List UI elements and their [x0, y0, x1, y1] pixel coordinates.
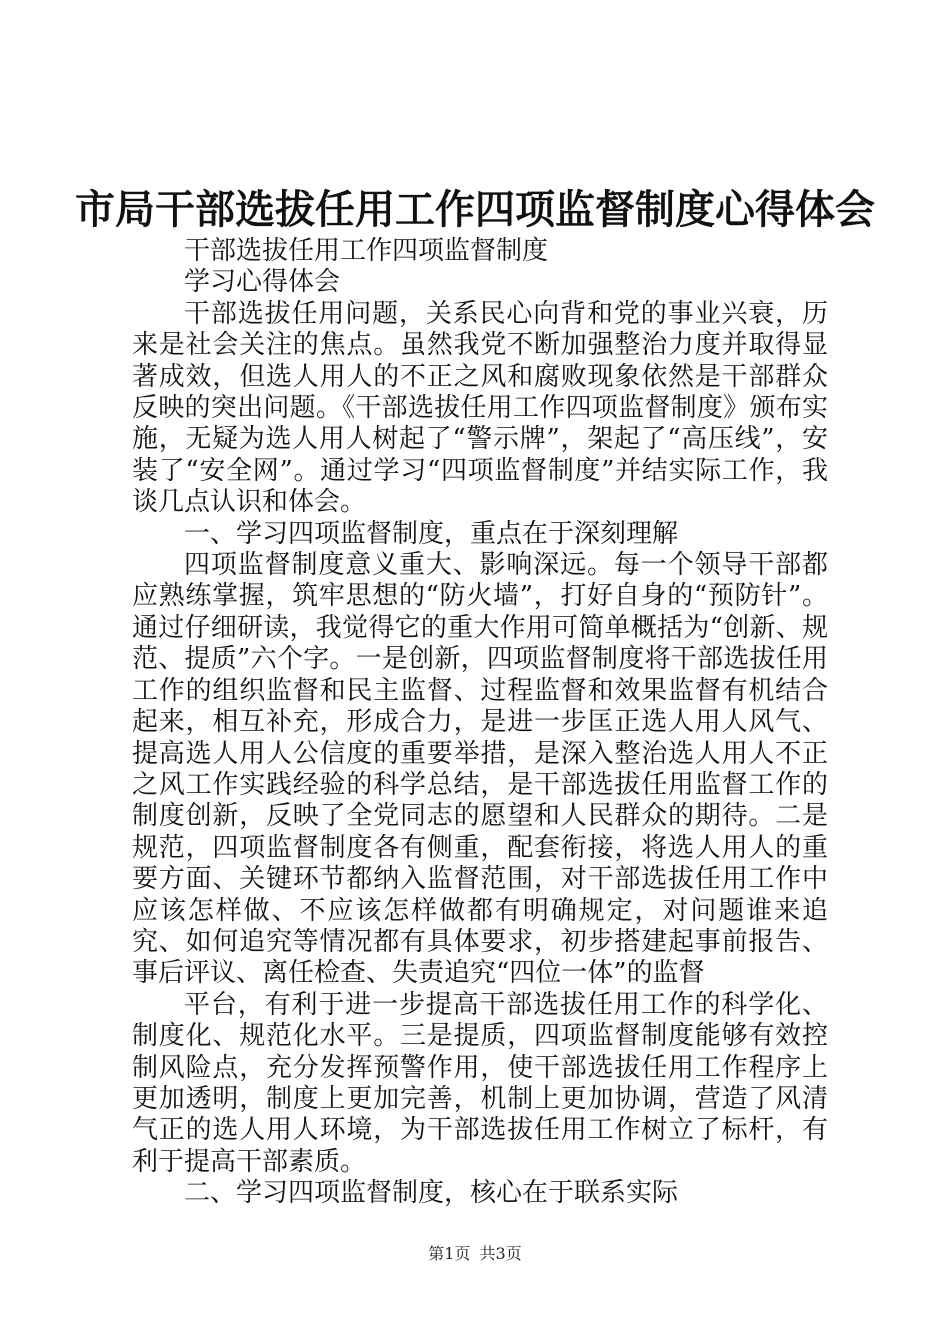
document-title: 市局干部选拔任用工作四项监督制度心得体会: [75, 186, 875, 233]
subtitle-line-2: 学习心得体会: [184, 267, 341, 298]
section-heading-1: 一、学习四项监督制度，重点在于深刻理解: [184, 518, 679, 549]
page-footer: [0, 1243, 950, 1265]
paragraph-section-1-continued: 平台，有利于进一步提高干部选拔任用工作的科学化、制度化、规范化水平。三是提质，四项监督制度能够有效控制风险点，充分发挥预警作用，使干部选拔任用工作程序上更加透明，制度上更加完善，机制上更加协调，营造了风清气正的选人用人环境，为干部选拔任用工作树立了标杆，有利于提高干部素质。: [132, 989, 828, 1177]
page-number: 第1页: [428, 1244, 471, 1263]
section-heading-2: 二、学习四项监督制度，核心在于联系实际: [184, 1178, 679, 1209]
page-total: 共3页: [479, 1244, 522, 1263]
paragraph-section-1: 四项监督制度意义重大、影响深远。每一个领导干部都应熟练掌握，筑牢思想的“防火墙”，打好自身的“预防针”。通过仔细研读，我觉得它的重大作用可简单概括为“创新、规范、提质”六个字。一是创新，四项监督制度将干部选拔任用工作的组织监督和民主监督、过程监督和效果监督有机结合起来，相互补充，形成合力，是进一步匡正选人用人风气、提高选人用人公信度的重要举措，是深入整治选人用人不正之风工作实践经验的科学总结，是干部选拔任用监督工作的制度创新，反映了全党同志的愿望和人民群众的期待。二是规范，四项监督制度各有侧重，配套衔接，将选人用人的重要方面、关键环节都纳入监督范围，对干部选拔任用工作中应该怎样做、不应该怎样做都有明确规定，对问题谁来追究、如何追究等情况都有具体要求，初步搭建起事前报告、事后评议、离任检查、失责追究“四位一体”的监督: [132, 550, 828, 989]
subtitle-line-1: 干部选拔任用工作四项监督制度: [184, 236, 549, 266]
document-body: [132, 206, 828, 1210]
paragraph-intro: 干部选拔任用问题，关系民心向背和党的事业兴衰，历来是社会关注的焦点。虽然我党不断加强整治力度并取得显著成效，但选人用人的不正之风和腐败现象依然是干部群众反映的突出问题。《干部选拔任用工作四项监督制度》颁布实施，无疑为选人用人树起了“警示牌”，架起了“高压线”，安装了“安全网”。通过学习“四项监督制度”并结实际工作，我谈几点认识和体会。: [132, 298, 828, 518]
